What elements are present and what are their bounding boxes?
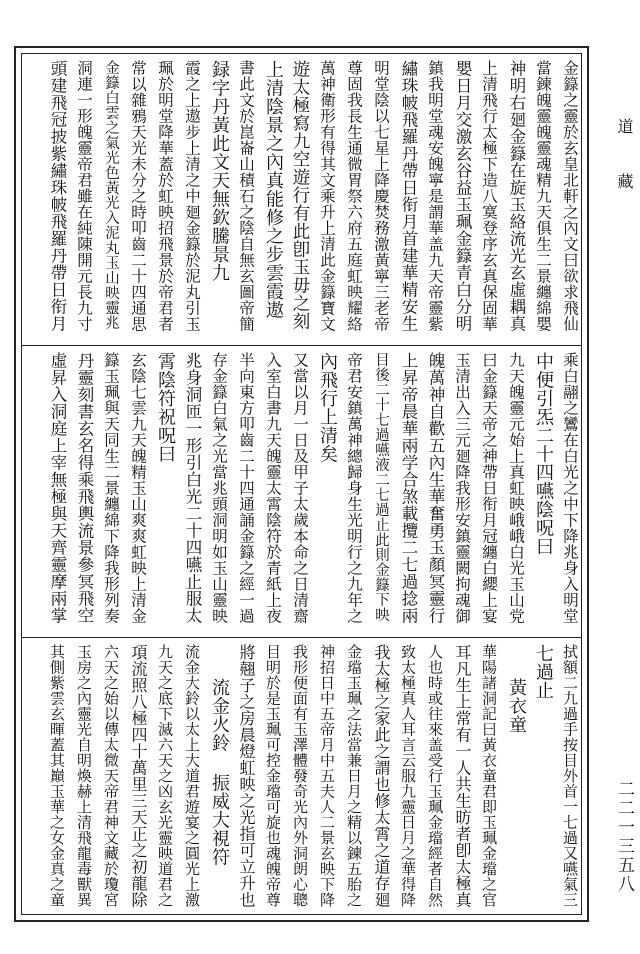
text-column: 尊固我長生通微胃祭六府五庭虹映耀絡: [345, 60, 363, 332]
text-column: 我太極之家此之謂也修太霄之道存廻: [372, 644, 391, 908]
text-column: 籙玉珮與天同生二景纏綿下降我形列奏: [102, 352, 120, 624]
text-column: 目後二十七過嚥液二七過止此則金籙下映: [373, 352, 389, 622]
text-column: 又當以月一日及甲子太歲本命之日清齋: [291, 352, 309, 624]
text-column: 金籙白雲之氣光色黃光入泥丸玉山映靈兆: [103, 60, 119, 330]
text-column: 鎮我明堂魂安魄寧是謂華盖九天帝靈紫: [426, 60, 444, 332]
text-column: 玉清出入三元廻降我形安鎮靈闕拘魂御: [453, 352, 471, 624]
book-title: 道 藏: [615, 118, 634, 199]
text-column: 項流照八極四十萬里三天正之初龍除: [129, 644, 148, 908]
text-column: 上清飛行太極下造八寞登序玄真保固華: [480, 60, 498, 332]
text-block: [21, 53, 582, 915]
text-column: 存金籙白氣之光當兆頭洞明如玉山靈映: [210, 352, 228, 624]
panel-middle: [22, 346, 581, 636]
text-column: 乘白翮之鸞在白光之中下降兆身入明堂: [561, 352, 579, 624]
text-column: 其側紫雲玄暉蓋其巔玉華之女金真之童: [48, 644, 66, 908]
text-column: 玉房之內靈光自明煥赫上清飛龍毒獸異: [75, 644, 93, 908]
text-column: 霄陰符祝呪曰: [155, 352, 176, 463]
text-column: 入室白書九天魄靈太霄陰符於青紙上夜: [264, 352, 282, 624]
text-column: 華陽諸洞記曰黃衣童君即玉珮金璫之官: [480, 644, 498, 908]
text-column: 嬰日月交激玄谷益玉珮金籙青白分明: [453, 60, 472, 332]
text-column: 致太極真人耳言云服九靈日月之華得降: [399, 644, 417, 908]
text-column: 明堂陰以七星上降慶焚務激黃寧三老帝: [372, 60, 390, 332]
panel-top: [22, 54, 581, 344]
text-column: 玄陰七雲九天魄精玉山爽爽虹映上清金: [129, 352, 147, 624]
text-column: 遊太極寫九空遊行有此卽玉毋之刻: [290, 60, 310, 330]
text-column: 萬神衛形有得其文乘升上清此金籙寶文: [318, 60, 336, 332]
text-column: 將翹子之房晨燈虹映之光指可立升也: [237, 644, 256, 908]
text-column: 金璫玉珮之法當兼日月之精以鍊五胎之: [345, 644, 363, 908]
text-column: 虛昇入洞庭上宰無極與天齊靈摩兩掌: [48, 352, 67, 624]
text-column: 神明右廻金籙在旋玉絡流光玄虛耦真: [507, 60, 526, 332]
text-column: 金籙之靈於玄皇北軒之內文曰欲求飛仙: [561, 60, 579, 332]
text-column: 流金大鈴以太上大道君遊宴之圓光上激: [183, 644, 201, 908]
text-column: 兆身洞匝一形引白光二十四嚥止服太: [183, 352, 202, 624]
text-column: 常以雜鴉天光未分之時叩齒二十四通思: [129, 60, 147, 332]
section-heading: 黃衣童: [506, 678, 527, 734]
section-heading: 流金火鈴 振威大視符: [209, 678, 230, 866]
text-column: 耳凡生上常有一人共生昉者卽太極真: [453, 644, 472, 908]
text-column: 頭建飛冠披紫繡珠帔飛羅丹帶日衔月: [48, 60, 67, 332]
panel-bottom: [22, 638, 581, 918]
text-column: 霞之上遨步上清之中廻金籙於泥丸引玉: [183, 60, 201, 332]
text-column: 書此文於崑崙山積石之陰自無玄圖帝簡: [237, 60, 255, 332]
text-column: 內飛行上清矣: [317, 352, 338, 463]
text-column: 人也時或往來盖受行玉珮金璫經者自然: [426, 644, 444, 908]
page-frame: [14, 46, 589, 922]
text-column: 洞連一形魄靈帝君雖在純陳開元長九寸: [75, 60, 93, 332]
text-column: 繡珠帔飛羅丹帶日衔月首建華精安生: [399, 60, 418, 332]
text-column: 中便引炁二十四嚥陰呪曰: [533, 352, 554, 556]
text-column: 曰金籙天帝之神帶日衔月冠纏白纓上宴: [480, 352, 498, 624]
text-column: 魄萬神自歡五內生華奮勇玉顏冥靈行: [426, 352, 445, 624]
text-column: 丹靈刻書玄名得乘飛輿流景參冥飛空: [75, 352, 94, 624]
text-column: 帝君安鎮萬神總歸身生光明行之九年之: [345, 352, 363, 624]
text-column: 我形便面有玉澤體發奇光內外洞朗心聰: [291, 644, 309, 908]
text-column: 上清陰景之內真能修之步雲霞遨: [263, 60, 284, 319]
text-column: 七過止: [533, 644, 554, 700]
text-column: 半向東方叩齒二十四通誦金籙之經一過: [237, 352, 255, 624]
text-column: 上昇帝晨華兩学合煞載攬二七過捻兩: [399, 352, 418, 624]
text-column: 神招日中五帝月中五夫人二景玄映下降: [318, 644, 336, 908]
text-column: 當鍊魄靈魄靈魂精九天俱生二景纏綿嬰: [534, 60, 552, 332]
text-column: 珮於明堂降華蓋於虹映招飛景於帝君者: [156, 60, 174, 332]
text-column: 六天之始以傳太微天帝君神文藏於瓊宮: [102, 644, 120, 908]
text-column: 拭額二九過手按目外首一七過又嚥氣三: [561, 644, 579, 908]
text-column: 九天之底下滅六天之凶玄光靈映道君之: [156, 644, 174, 908]
text-column: 目明於是玉珮可控金璫可旋也魂魄帝尊: [264, 644, 282, 908]
text-column: 録字丹黃此文天無欽騰景九: [209, 60, 230, 282]
text-column: 九天魄靈元始上真虹映峨峨白光玉山党: [507, 352, 525, 624]
page-number: 二二一三五八: [614, 780, 634, 894]
